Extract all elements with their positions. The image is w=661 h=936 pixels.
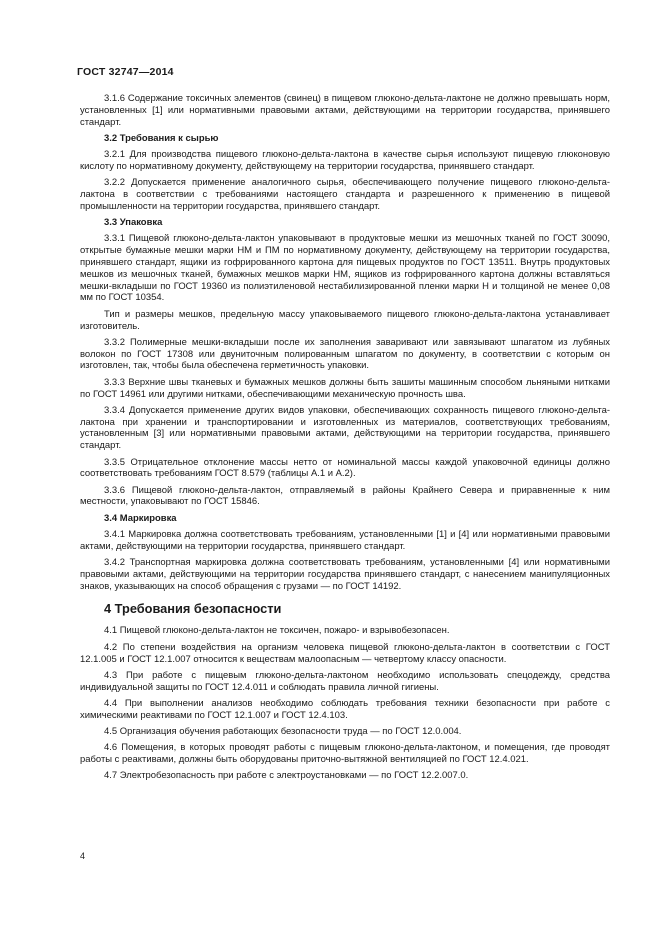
chapter-heading-4: 4 Требования безопасности (104, 601, 282, 617)
paragraph-3-2-1: 3.2.1 Для производства пищевого глюконо-дельта-лактона в качестве сырья используют пищевую глюконовую кислоту по нормативному документу, действующему на территории государства, принявшего стандарт. (80, 149, 610, 172)
paragraph-4-6: 4.6 Помещения, в которых проводят работы с пищевым глюконо-дельта-лактоном, и помещения, где проводят работы с реактивами, должны быть оборудованы приточно-вытяжной вентиляцией по ГОСТ 12.4.021. (80, 742, 610, 766)
paragraph-3-3-4: 3.3.4 Допускается применение других видов упаковки, обеспечивающих сохранность пищевого глюконо-дельта-лактона при хранении и транспортировании и изготовленных из материалов, соответствующих требованиям, установленным [3] или нормативными правовыми актами, действующими на территории государства, принявшего стандарт. (80, 404, 610, 452)
paragraph-3-4-1: 3.4.1 Маркировка должна соответствовать требованиям, установленными [1] и [4] или нормативными правовыми актами, действующими на территории государства, принявшего стандарт. (80, 529, 610, 552)
paragraph-3-3-2: 3.3.2 Полимерные мешки-вкладыши после их заполнения заваривают или завязывают шпагатом из лубяных волокон по ГОСТ 17308 или двуниточным полированным шпагатом по документу, в соответствии с которым он изготовлен, так, чтобы была обеспечена герметичность упаковки. (80, 336, 610, 372)
section-heading-3-3: 3.3 Упаковка (104, 217, 163, 229)
paragraph-3-3-3: 3.3.3 Верхние швы тканевых и бумажных мешков должны быть зашиты машинным способом льняными нитками по ГОСТ 14961 или другими нитками, обеспечивающими механическую прочность шва. (80, 376, 610, 400)
paragraph-3-1-6: 3.1.6 Содержание токсичных элементов (свинец) в пищевом глюконо-дельта-лактоне не должно превышать норм, установленных [1] или нормативными правовыми актами, действующими на территории государства, принявшего стандарт. (80, 93, 610, 128)
section-heading-3-2: 3.2 Требования к сырью (104, 132, 219, 144)
paragraph-4-1: 4.1 Пищевой глюконо-дельта-лактон не токсичен, пожаро- и взрывобезопасен. (104, 625, 450, 637)
document-body (80, 93, 610, 787)
paragraph-3-3-1: 3.3.1 Пищевой глюконо-дельта-лактон упаковывают в продуктовые мешки из мешочных тканей по ГОСТ 30090, открытые бумажные мешки марки НМ и ПМ по нормативному документу, действующему на территории государства, принявшего стандарт, ящики из гофрированного картона для пищевых продуктов по ГОСТ 13511. Внутрь продуктовых мешков из мешочных тканей, бумажных мешков марки НМ, ящиков из гофрированного картона должны вставляться мешки-вкладыши по ГОСТ 19360 из полиэтиленовой нестабилизированной пленки марки Н и толщиной не менее 0,08 мм по ГОСТ 10354. (80, 233, 610, 304)
paragraph-4-4: 4.4 При выполнении анализов необходимо соблюдать требования техники безопасности при работе с химическими реактивами по ГОСТ 12.1.007 и ГОСТ 12.4.103. (80, 697, 610, 721)
paragraph-3-3-1-continued: Тип и размеры мешков, предельную массу упаковываемого пищевого глюконо-дельта-лактона устанавливает изготовитель. (80, 308, 610, 332)
paragraph-3-3-5: 3.3.5 Отрицательное отклонение массы нетто от номинальной массы каждой упаковочной единицы должно соответствовать требованиям ГОСТ 8.579 (таблицы А.1 и А.2). (80, 456, 610, 480)
paragraph-4-3: 4.3 При работе с пищевым глюконо-дельта-лактоном необходимо использовать спецодежду, средства индивидуальной защиты по ГОСТ 12.4.011 и соблюдать правила личной гигиены. (80, 669, 610, 693)
section-heading-3-4: 3.4 Маркировка (104, 512, 177, 524)
document-code-header: ГОСТ 32747—2014 (77, 66, 174, 78)
paragraph-4-7: 4.7 Электробезопасность при работе с электроустановками — по ГОСТ 12.2.007.0. (104, 770, 469, 782)
page-number: 4 (80, 851, 86, 861)
paragraph-4-5: 4.5 Организация обучения работающих безопасности труда — по ГОСТ 12.0.004. (104, 726, 462, 738)
paragraph-3-2-2: 3.2.2 Допускается применение аналогичного сырья, обеспечивающего получение пищевого глюконо-дельта-лактона в соответствии с требованиями настоящего стандарта и разрешенного к применению в пищевой промышленности на территории государства, принявшего стандарт. (80, 177, 610, 212)
paragraph-3-3-6: 3.3.6 Пищевой глюконо-дельта-лактон, отправляемый в районы Крайнего Севера и приравненные к ним местности, упаковывают по ГОСТ 15846. (80, 484, 610, 508)
paragraph-3-4-2: 3.4.2 Транспортная маркировка должна соответствовать требованиям, установленными [4] или нормативными правовыми актами, действующими на территории государства принявшего стандарт, с нанесением манипуляционных знаков, указывающих на способ обращения с грузами — по ГОСТ 14192. (80, 557, 610, 592)
paragraph-4-2: 4.2 По степени воздействия на организм человека пищевой глюконо-дельта-лактон в соответствии с ГОСТ 12.1.005 и ГОСТ 12.1.007 относится к веществам малоопасным — четвертому классу опасности. (80, 641, 610, 665)
